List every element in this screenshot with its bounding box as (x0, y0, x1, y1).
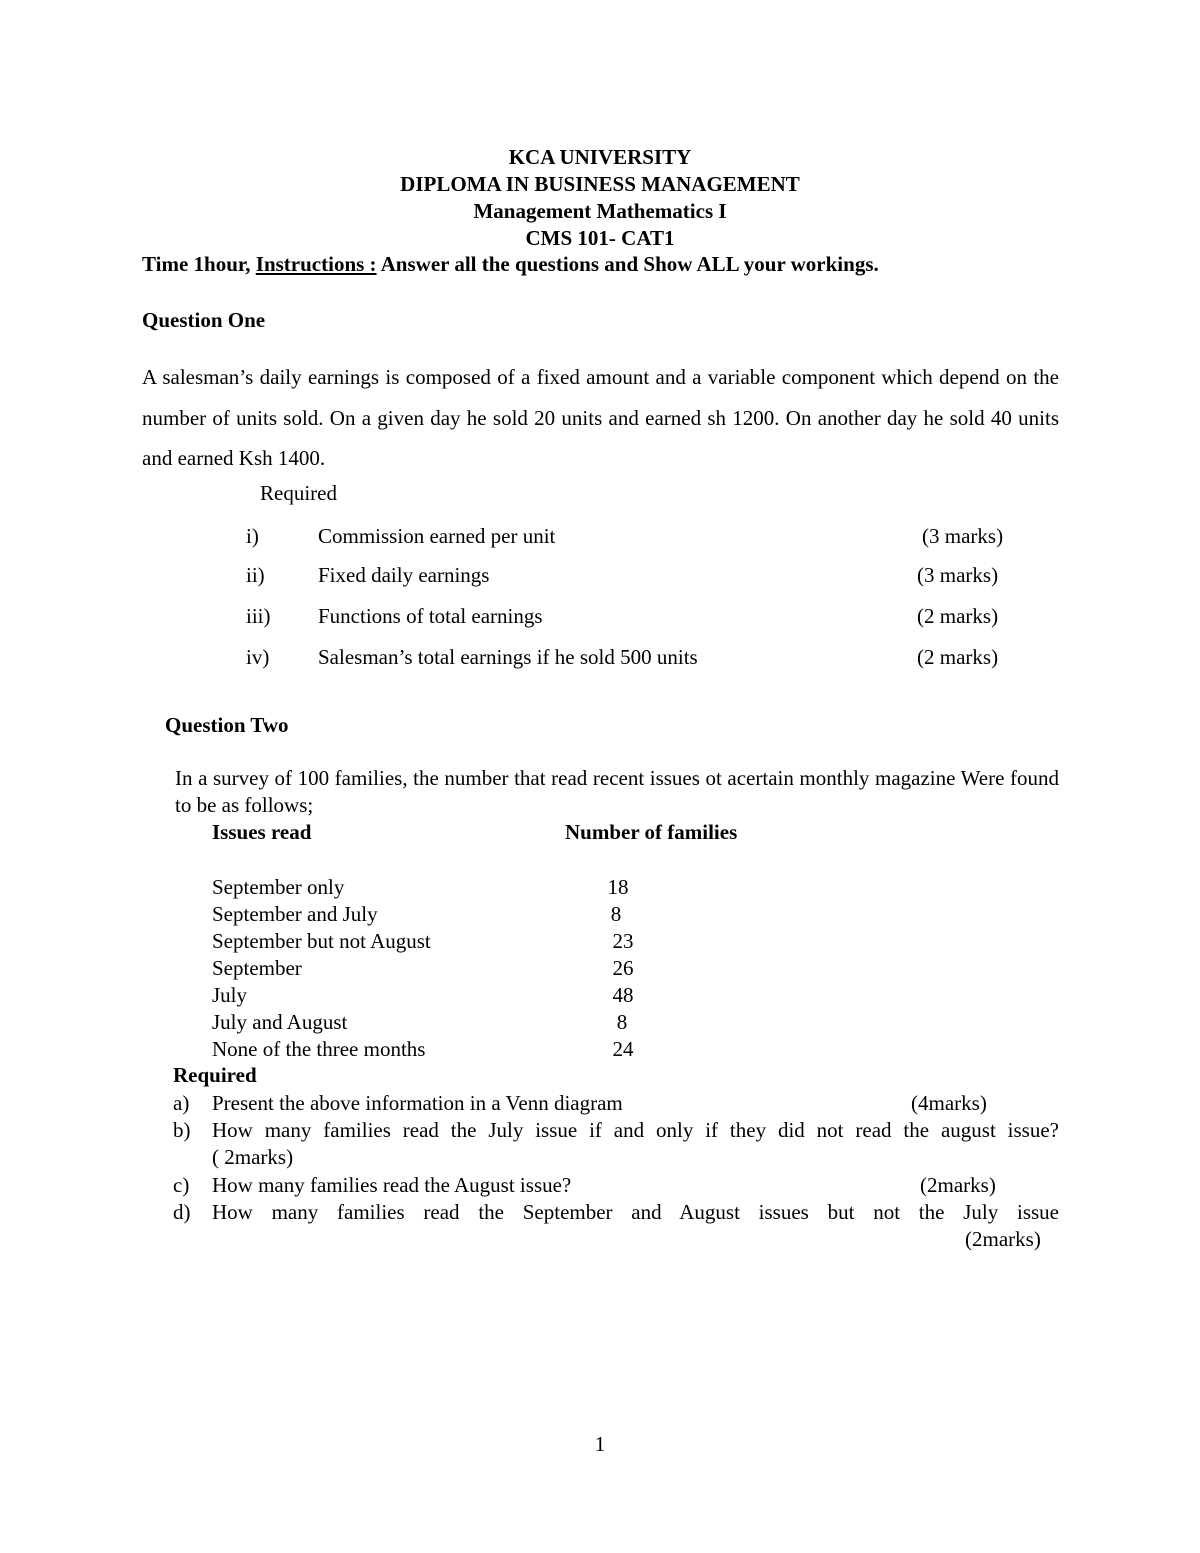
time-label: Time 1hour, (142, 252, 256, 276)
row-value: 48 (612, 983, 634, 1007)
row-value: 8 (616, 1010, 628, 1034)
table-row (0, 902, 1200, 929)
item-number: iv) (246, 645, 270, 669)
item-marks: (4marks) (911, 1091, 987, 1115)
item-number: iii) (246, 604, 271, 628)
question-two-item (0, 1199, 1200, 1253)
item-number: i) (246, 524, 259, 548)
item-marks: (2marks) (920, 1173, 996, 1197)
item-letter: b) (173, 1118, 191, 1142)
table-row (0, 1037, 1200, 1064)
question-two-item (0, 1090, 1200, 1117)
table-row (0, 929, 1200, 956)
instructions-text: Answer all the questions and Show ALL your workings. (376, 252, 879, 276)
table-header-issues: Issues read (212, 820, 312, 844)
table-row (0, 1010, 1200, 1037)
item-marks: (2marks) (965, 1227, 1041, 1251)
instructions-line (142, 252, 879, 277)
row-label: September (212, 956, 302, 980)
table-row (0, 983, 1200, 1010)
question-one-item (0, 524, 1200, 552)
table-row (0, 956, 1200, 983)
question-one-title: Question One (142, 308, 266, 332)
row-value: 23 (612, 929, 634, 953)
row-label: July (212, 983, 248, 1007)
item-text: Functions of total earnings (318, 604, 543, 628)
row-value: 24 (612, 1037, 634, 1061)
question-two-text: In a survey of 100 families, the number that read recent issues ot acertain monthly magazine Were found to be as follows; (175, 766, 1059, 817)
row-value: 8 (610, 902, 622, 926)
question-one-item (0, 563, 1200, 591)
row-label: September only (212, 875, 345, 899)
item-text: How many families read the September and August issues but not the July issue (212, 1200, 1059, 1224)
item-letter: a) (173, 1091, 190, 1115)
table-header-families: Number of families (565, 820, 738, 844)
university-name: KCA UNIVERSITY (508, 145, 692, 169)
item-text: Commission earned per unit (318, 524, 556, 548)
page-number: 1 (594, 1432, 606, 1456)
row-label: September and July (212, 902, 378, 926)
item-marks: ( 2marks) (212, 1145, 294, 1169)
item-marks: (2 marks) (917, 645, 999, 669)
row-value: 26 (612, 956, 634, 980)
question-one-required: Required (260, 481, 337, 505)
item-letter: d) (173, 1200, 191, 1224)
item-text: Salesman’s total earnings if he sold 500 units (318, 645, 698, 669)
row-value: 18 (607, 875, 629, 899)
question-one-item (0, 604, 1200, 632)
item-marks: (3 marks) (922, 524, 1004, 548)
instructions-label: Instructions : (255, 252, 377, 276)
item-text: How many families read the July issue if and only if they did not read the august issue? (212, 1118, 1059, 1142)
question-two-item (0, 1117, 1200, 1171)
item-number: ii) (246, 563, 265, 587)
programme-title: DIPLOMA IN BUSINESS MANAGEMENT (400, 172, 800, 196)
item-text: Fixed daily earnings (318, 563, 490, 587)
item-marks: (2 marks) (917, 604, 999, 628)
question-two-title: Question Two (165, 713, 289, 737)
item-marks: (3 marks) (917, 563, 999, 587)
question-one-text: A salesman’s daily earnings is composed of a fixed amount and a variable component which depend on the number of units sold. On a given day he sold 20 units and earned sh 1200. On another day he sold 40 units and earned Ksh 1400. (142, 365, 1059, 470)
question-two-required: Required (173, 1063, 257, 1087)
course-title: Management Mathematics I (473, 199, 727, 223)
item-text: How many families read the August issue? (212, 1173, 572, 1197)
course-code: CMS 101- CAT1 (525, 226, 675, 250)
item-text: Present the above information in a Venn diagram (212, 1091, 623, 1115)
row-label: September but not August (212, 929, 431, 953)
question-two-item (0, 1172, 1200, 1199)
table-row (0, 875, 1200, 902)
row-label: None of the three months (212, 1037, 426, 1061)
item-letter: c) (173, 1173, 190, 1197)
row-label: July and August (212, 1010, 348, 1034)
question-one-item (0, 645, 1200, 673)
